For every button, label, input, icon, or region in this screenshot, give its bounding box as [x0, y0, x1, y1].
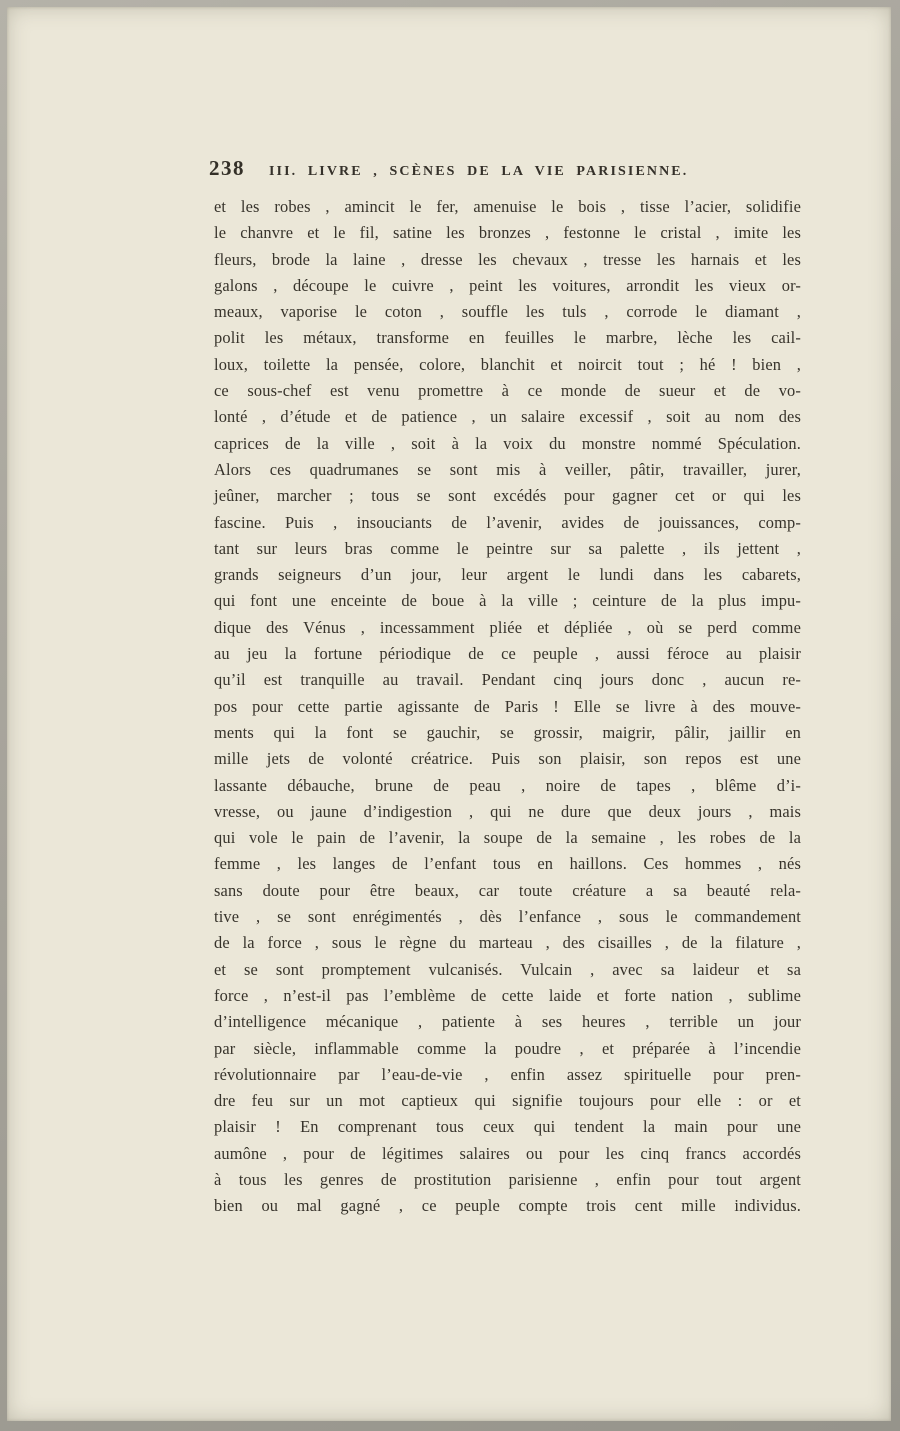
text-line: de la force , sous le règne du marteau , des cisailles , de la filature ,: [214, 933, 801, 953]
text-line: dique des Vénus , incessamment pliée et dépliée , où se perd comme: [214, 617, 801, 637]
text-line: pos pour cette partie agissante de Paris ! Elle se livre à des mouve-: [214, 696, 801, 716]
text-line: tive , se sont enrégimentés , dès l’enfance , sous le commandement: [214, 907, 801, 927]
text-line: fascine. Puis , insouciants de l’avenir, avides de jouissances, comp-: [214, 512, 801, 532]
text-line: tant sur leurs bras comme le peintre sur sa palette , ils jettent ,: [214, 538, 801, 558]
text-line: d’intelligence mécanique , patiente à ses heures , terrible un jour: [214, 1012, 801, 1032]
text-line: et les robes , amincit le fer, amenuise le bois , tisse l’acier, solidifie: [214, 197, 801, 216]
book-page: [7, 7, 891, 1421]
text-line: révolutionnaire par l’eau-de-vie , enfin assez spirituelle pour pren-: [214, 1064, 801, 1084]
text-line: lonté , d’étude et de patience , un salaire excessif , soit au nom des: [214, 407, 801, 427]
text-line: vresse, ou jaune d’indigestion , qui ne dure que deux jours , mais: [214, 801, 801, 821]
text-line: mille jets de volonté créatrice. Puis son plaisir, son repos est une: [214, 749, 801, 769]
page-header: [209, 156, 803, 181]
text-line: caprices de la ville , soit à la voix du monstre nommé Spéculation.: [214, 433, 801, 453]
text-line: qui font une enceinte de boue à la ville ; ceinture de la plus impu-: [214, 591, 801, 611]
text-line: Alors ces quadrumanes se sont mis à veiller, pâtir, travailler, jurer,: [214, 459, 801, 479]
text-line: jeûner, marcher ; tous se sont excédés pour gagner cet or qui les: [214, 486, 801, 506]
text-line: ments qui la font se gauchir, se grossir, maigrir, pâlir, jaillir en: [214, 722, 801, 742]
text-line: ce sous-chef est venu promettre à ce monde de sueur et de vo-: [214, 381, 801, 401]
text-line: le chanvre et le fil, satine les bronzes , festonne le cristal , imite les: [214, 223, 801, 243]
text-line: grands seigneurs d’un jour, leur argent le lundi dans les cabarets,: [214, 565, 801, 585]
text-line: sans doute pour être beaux, car toute créature a sa beauté rela-: [214, 880, 801, 900]
text-line: au jeu la fortune périodique de ce peuple , aussi féroce au plaisir: [214, 644, 801, 664]
running-title: III. LIVRE , SCÈNES DE LA VIE PARISIENNE.: [269, 164, 689, 179]
text-line: fleurs, brode la laine , dresse les chevaux , tresse les harnais et les: [214, 249, 801, 269]
text-line: qui vole le pain de l’avenir, la soupe de la semaine , les robes de la: [214, 828, 801, 848]
text-line: lassante débauche, brune de peau , noire de tapes , blême d’i-: [214, 775, 801, 795]
text-line: dre feu sur un mot captieux qui signifie toujours pour elle : or et: [214, 1091, 801, 1111]
text-line: et se sont promptement vulcanisés. Vulcain , avec sa laideur et sa: [214, 959, 801, 979]
body-text: [214, 194, 801, 1220]
text-line: loux, toilette la pensée, colore, blanchit et noircit tout ; hé ! bien ,: [214, 354, 801, 374]
text-line: par siècle, inflammable comme la poudre , et préparée à l’incendie: [214, 1038, 801, 1058]
text-line: qu’il est tranquille au travail. Pendant cinq jours donc , aucun re-: [214, 670, 801, 690]
text-line: force , n’est-il pas l’emblème de cette laide et forte nation , sublime: [214, 985, 801, 1005]
text-line: galons , découpe le cuivre , peint les voitures, arrondit les vieux or-: [214, 275, 801, 295]
text-line: aumône , pour de légitimes salaires ou pour les cinq francs accordés: [214, 1143, 801, 1163]
text-line: bien ou mal gagné , ce peuple compte trois cent mille individus.: [214, 1196, 801, 1216]
page-number: 238: [209, 156, 245, 180]
text-line: polit les métaux, transforme en feuilles le marbre, lèche les cail-: [214, 328, 801, 348]
text-line: femme , les langes de l’enfant tous en haillons. Ces hommes , nés: [214, 854, 801, 874]
text-line: meaux, vaporise le coton , souffle les tuls , corrode le diamant ,: [214, 302, 801, 322]
text-line: à tous les genres de prostitution parisienne , enfin pour tout argent: [214, 1169, 801, 1189]
text-line: plaisir ! En comprenant tous ceux qui tendent la main pour une: [214, 1117, 801, 1137]
